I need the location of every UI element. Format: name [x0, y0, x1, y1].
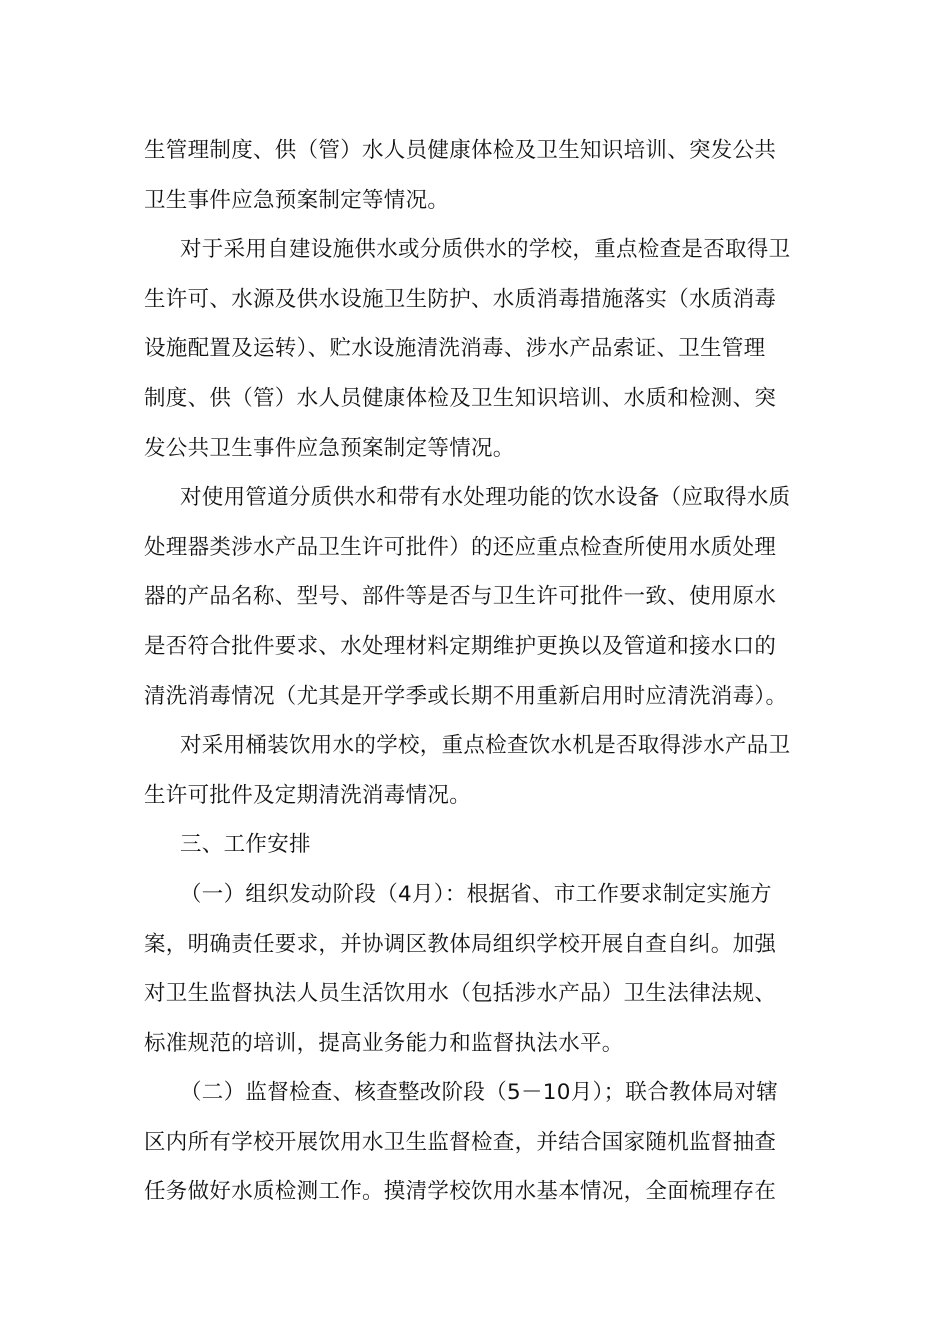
paragraph-start-line: 对采用桶装饮用水的学校，重点检查饮水机是否取得涉水产品卫: [180, 733, 791, 759]
text-line: 对卫生监督执法人员生活饮用水（包括涉水产品）卫生法律法规、: [144, 981, 777, 1007]
paragraph-start-line: 对于采用自建设施供水或分质供水的学校，重点检查是否取得卫: [180, 237, 791, 263]
text-line: 设施配置及运转）、贮水设施清洗消毒、涉水产品索证、卫生管理: [144, 336, 766, 362]
text-line: 区内所有学校开展饮用水卫生监督检查，并结合国家随机监督抽查: [144, 1129, 777, 1155]
paragraph-start-line: （二）监督检查、核查整改阶段（5－10月）；联合教体局对辖: [180, 1080, 778, 1106]
text-line: 器的产品名称、型号、部件等是否与卫生许可批件一致、使用原水: [144, 584, 777, 610]
text-line: 处理器类涉水产品卫生许可批件）的还应重点检查所使用水质处理: [144, 534, 777, 560]
text-line: 制度、供（管）水人员健康体检及卫生知识培训、水质和检测、突: [144, 385, 777, 411]
text-line: 生许可批件及定期清洗消毒情况。: [144, 782, 472, 808]
text-line: 任务做好水质检测工作。摸清学校饮用水基本情况，全面梳理存在: [144, 1179, 777, 1205]
document-page: [144, 126, 812, 1217]
paragraph-start-line: 对使用管道分质供水和带有水处理功能的饮水设备（应取得水质: [180, 485, 791, 511]
text-line: 卫生事件应急预案制定等情况。: [144, 187, 450, 213]
text-line: 清洗消毒情况（尤其是开学季或长期不用重新启用时应清洗消毒）。: [144, 683, 788, 709]
text-line: 发公共卫生事件应急预案制定等情况。: [144, 435, 515, 461]
paragraph-start-line: （一）组织发动阶段（4月）：根据省、市工作要求制定实施方: [180, 881, 772, 907]
text-line: 生许可、水源及供水设施卫生防护、水质消毒措施落实（水质消毒: [144, 286, 777, 312]
section-heading: 三、工作安排: [180, 832, 311, 858]
text-line: 案，明确责任要求，并协调区教体局组织学校开展自查自纠。加强: [144, 931, 777, 957]
text-line: 是否符合批件要求、水处理材料定期维护更换以及管道和接水口的: [144, 633, 777, 659]
text-line: 生管理制度、供（管）水人员健康体检及卫生知识培训、突发公共: [144, 138, 777, 163]
text-line: 标准规范的培训，提高业务能力和监督执法水平。: [144, 1030, 624, 1056]
